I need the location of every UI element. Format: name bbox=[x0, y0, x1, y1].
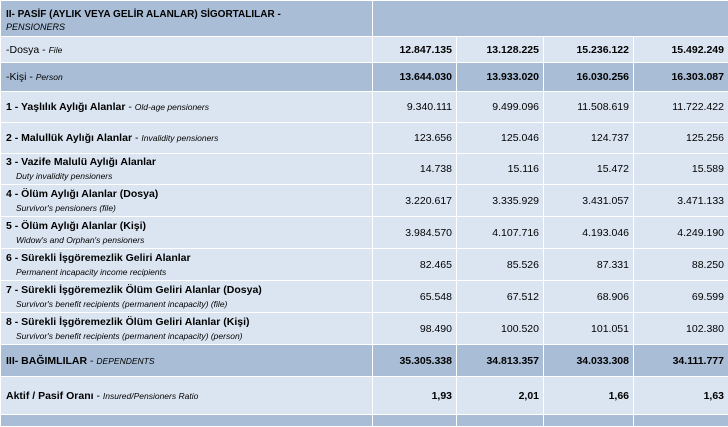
row-label: -Dosya - File bbox=[1, 37, 373, 63]
cell-value: 102.380 bbox=[634, 313, 728, 345]
row-label-tr: 6 - Sürekli İşgöremezlik Geliri Alanlar bbox=[6, 252, 191, 264]
cell-value: 125.046 bbox=[457, 123, 544, 154]
row-label-tr: III- BAĞIMLILAR bbox=[6, 355, 87, 367]
section-header bbox=[1, 1, 373, 37]
table-row bbox=[1, 345, 728, 377]
section-subtitle: PENSIONERS bbox=[6, 22, 372, 32]
row-label-tr: 7 - Sürekli İşgöremezlik Ölüm Geliri Alanlar (Dosya) bbox=[6, 284, 262, 296]
cell-value: 1,63 bbox=[634, 377, 728, 415]
cell-value: 87.331 bbox=[544, 249, 634, 281]
row-label bbox=[1, 185, 373, 217]
cell-value: 16.030.256 bbox=[544, 63, 634, 92]
row-label-en: Widow's and Orphan's pensioners bbox=[6, 234, 372, 246]
row-label bbox=[1, 313, 373, 345]
cell-value: 68.906 bbox=[544, 281, 634, 313]
row-label-en: DEPENDENTS bbox=[96, 356, 154, 366]
cell-value: 4.193.046 bbox=[544, 217, 634, 249]
section-header-row bbox=[1, 1, 728, 37]
cell-value: 9.340.111 bbox=[373, 92, 457, 123]
row-label-en: Survivor's benefit recipients (permanent incapacity) (person) bbox=[6, 330, 372, 342]
cell-value: 34.033.308 bbox=[544, 345, 634, 377]
table-row bbox=[1, 185, 728, 217]
section-title: II- PASİF (AYLIK VEYA GELİR ALANLAR) SİGORTALILAR - bbox=[6, 9, 281, 20]
cell-value: 3.335.929 bbox=[457, 185, 544, 217]
cell-value: 1,66 bbox=[544, 377, 634, 415]
cell-value: 15.589 bbox=[634, 154, 728, 185]
row-label-en: Permanent incapacity income recipients bbox=[6, 266, 372, 278]
row-label-tr: -Kişi bbox=[6, 71, 26, 83]
cell-value: 4.249.190 bbox=[634, 217, 728, 249]
cell-value: 1,93 bbox=[373, 377, 457, 415]
cell-value: 15.236.122 bbox=[544, 37, 634, 63]
cell-value: 3.220.617 bbox=[373, 185, 457, 217]
cell-value: 15.472 bbox=[544, 154, 634, 185]
section-header-fill bbox=[373, 1, 728, 37]
table-row bbox=[1, 63, 728, 92]
cell-value: 13.933.020 bbox=[457, 63, 544, 92]
table-row bbox=[1, 92, 728, 123]
cell-value: 13.128.225 bbox=[457, 37, 544, 63]
row-label-tr: 2 - Malullük Aylığı Alanlar bbox=[6, 132, 132, 144]
row-label bbox=[1, 154, 373, 185]
cell-value: 4.107.716 bbox=[457, 217, 544, 249]
row-label-tr: -Dosya bbox=[6, 44, 39, 56]
cell-value: 16.303.087 bbox=[634, 63, 728, 92]
table-row bbox=[1, 377, 728, 415]
row-label: 2 - Malullük Aylığı Alanlar - Invalidity pensioners bbox=[1, 123, 373, 154]
cell-value: 9.499.096 bbox=[457, 92, 544, 123]
table-row bbox=[1, 37, 728, 63]
row-label-en: Survivor's benefit recipients (permanent incapacity) (file) bbox=[6, 298, 372, 310]
row-label: Aktif / Pasif Oranı - Insured/Pensioners Ratio bbox=[1, 377, 373, 415]
cell-value: 13.644.030 bbox=[373, 63, 457, 92]
cell-value: 15.116 bbox=[457, 154, 544, 185]
cell-value: 11.722.422 bbox=[634, 92, 728, 123]
row-label bbox=[1, 281, 373, 313]
table-row bbox=[1, 249, 728, 281]
table-row bbox=[1, 217, 728, 249]
cell-value: 65.548 bbox=[373, 281, 457, 313]
cell-value: 98.490 bbox=[373, 313, 457, 345]
cell-value: 124.737 bbox=[544, 123, 634, 154]
row-label bbox=[1, 249, 373, 281]
row-label: III- BAĞIMLILAR - DEPENDENTS bbox=[1, 345, 373, 377]
cell-value: 100.520 bbox=[457, 313, 544, 345]
row-label: -Kişi - Person bbox=[1, 63, 373, 92]
cell-value: 125.256 bbox=[634, 123, 728, 154]
cell-value: 35.305.338 bbox=[373, 345, 457, 377]
cell-value: 123.656 bbox=[373, 123, 457, 154]
cell-value: 34.813.357 bbox=[457, 345, 544, 377]
row-label-en: Duty invalidity pensioners bbox=[6, 170, 372, 182]
row-label-tr: 3 - Vazife Malulü Aylığı Alanlar bbox=[6, 156, 156, 168]
table-row bbox=[1, 154, 728, 185]
cell-value: 11.508.619 bbox=[544, 92, 634, 123]
row-label-en: Person bbox=[36, 72, 63, 82]
table-row bbox=[1, 123, 728, 154]
row-label-en: Insured/Pensioners Ratio bbox=[103, 391, 198, 401]
row-label-tr: 8 - Sürekli İşgöremezlik Ölüm Geliri Alanlar (Kişi) bbox=[6, 316, 250, 328]
cell-value: 67.512 bbox=[457, 281, 544, 313]
cell-value: 88.250 bbox=[634, 249, 728, 281]
cell-value: 69.599 bbox=[634, 281, 728, 313]
table-row bbox=[1, 313, 728, 345]
cell-value: 12.847.135 bbox=[373, 37, 457, 63]
cell-value: 2,01 bbox=[457, 377, 544, 415]
row-label: 1 - Yaşlılık Aylığı Alanlar - Old-age pensioners bbox=[1, 92, 373, 123]
row-label-en: File bbox=[49, 45, 63, 55]
cell-value: 3.471.133 bbox=[634, 185, 728, 217]
row-label-en: Survivor's pensioners (file) bbox=[6, 202, 372, 214]
row-label-en: Invalidity pensioners bbox=[141, 133, 218, 143]
cell-value: 14.738 bbox=[373, 154, 457, 185]
cell-value: 15.492.249 bbox=[634, 37, 728, 63]
row-label-en: Old-age pensioners bbox=[135, 102, 209, 112]
cell-value: 82.465 bbox=[373, 249, 457, 281]
cell-value: 34.111.777 bbox=[634, 345, 728, 377]
table-row bbox=[1, 281, 728, 313]
row-label bbox=[1, 217, 373, 249]
row-label-tr: 1 - Yaşlılık Aylığı Alanlar bbox=[6, 101, 125, 113]
cell-value: 3.431.057 bbox=[544, 185, 634, 217]
cell-value: 85.526 bbox=[457, 249, 544, 281]
cell-value: 101.051 bbox=[544, 313, 634, 345]
cell-value: 3.984.570 bbox=[373, 217, 457, 249]
row-label-tr: 5 - Ölüm Aylığı Alanlar (Kişi) bbox=[6, 220, 146, 232]
row-label-tr: 4 - Ölüm Aylığı Alanlar (Dosya) bbox=[6, 188, 158, 200]
row-label-tr: Aktif / Pasif Oranı bbox=[6, 390, 94, 402]
